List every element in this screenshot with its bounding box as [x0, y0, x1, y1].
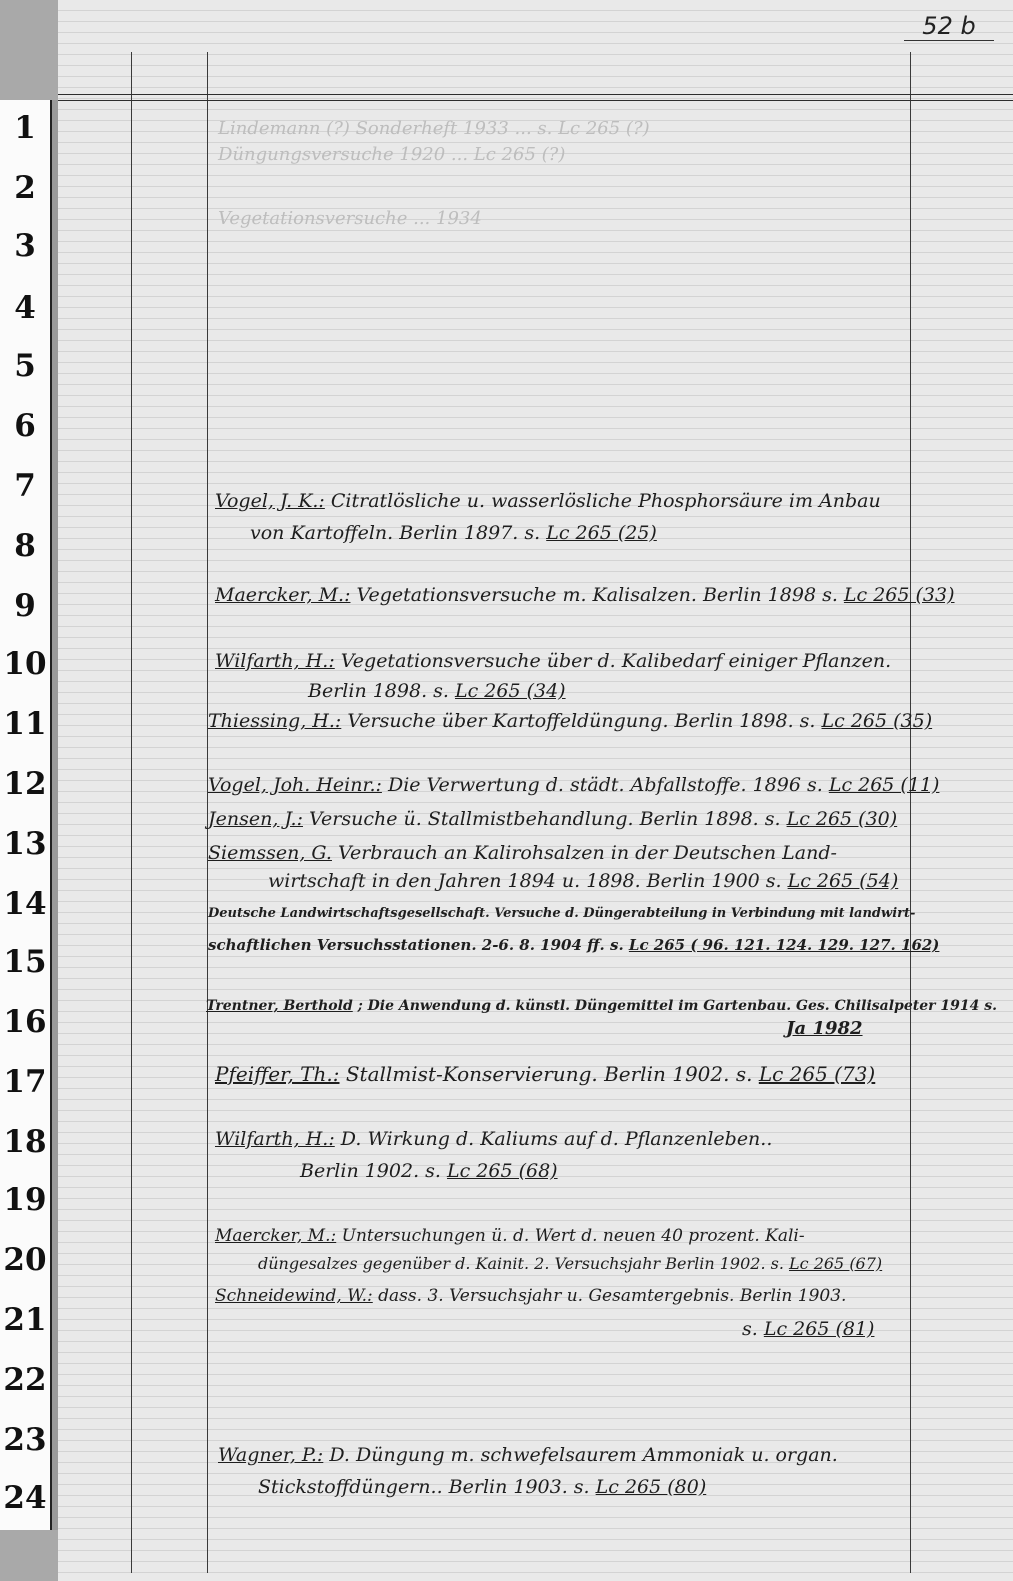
entry-text: Verbrauch an Kalirohsalzen in der Deutschen Land- — [331, 842, 837, 864]
entry-author: Wagner, P.: — [218, 1444, 324, 1466]
row-number: 8 — [14, 528, 36, 564]
entry-line — [206, 998, 997, 1014]
entry-author: Vogel, Joh. Heinr.: — [208, 774, 382, 796]
entry-line — [208, 936, 939, 954]
entry-text: Stallmist-Konservierung. Berlin 1902. s. — [339, 1062, 759, 1086]
faded-text: Vegetationsversuche ... 1934 — [218, 208, 482, 229]
entry-text: düngesalzes gegenüber d. Kainit. 2. Versuchsjahr Berlin 1902. s. — [258, 1254, 790, 1273]
row-number: 9 — [14, 588, 36, 624]
entry-line — [268, 870, 898, 892]
row-number: 3 — [14, 228, 36, 264]
entry-text: wirtschaft in den Jahren 1894 u. 1898. Berlin 1900 s. — [268, 870, 788, 892]
entry-text: Citratlösliche u. wasserlösliche Phosphorsäure im Anbau — [324, 490, 881, 512]
entry-text: Untersuchungen ü. d. Wert d. neuen 40 prozent. Kali- — [336, 1226, 805, 1246]
entry-text: von Kartoffeln. Berlin 1897. s. — [250, 522, 547, 544]
entry-line — [208, 808, 897, 830]
page-number: 52 b — [904, 12, 994, 41]
row-number: 14 — [3, 886, 47, 922]
column-rule — [910, 52, 911, 1573]
entry-author: Maercker, M.: — [215, 584, 351, 606]
row-number: 18 — [3, 1124, 47, 1160]
entry-author: Thiessing, H.: — [208, 710, 342, 732]
entry-text: D. Düngung m. schwefelsaurem Ammoniak u. organ. — [323, 1444, 838, 1466]
entry-line — [218, 1444, 838, 1466]
entry-text: Berlin 1898. s. — [308, 680, 455, 702]
entry-text: Die Verwertung d. städt. Abfallstoffe. 1896 s. — [381, 774, 829, 796]
entry-text: Versuche ü. Stallmistbehandlung. Berlin 1898. s. — [303, 808, 787, 830]
row-number-strip — [0, 100, 52, 1530]
row-number: 16 — [3, 1004, 47, 1040]
row-number: 10 — [3, 646, 47, 682]
scan-margin-top — [0, 0, 58, 100]
row-number: 5 — [14, 348, 36, 384]
entry-line — [208, 774, 939, 796]
entry-author: Jensen, J.: — [208, 808, 303, 830]
shelf-mark: Lc 265 (68) — [446, 1160, 558, 1182]
entry-author: Wilfarth, H.: — [215, 1128, 335, 1150]
scan-margin-bottom — [0, 1530, 58, 1581]
entry-line — [215, 1226, 805, 1246]
entry-text: Vegetationsversuche m. Kalisalzen. Berlin 1898 s. — [350, 584, 844, 606]
faded-text: Düngungsversuche 1920 ... Lc 265 (?) — [218, 144, 566, 165]
row-number: 4 — [14, 290, 36, 326]
shelf-mark: Lc 265 (34) — [454, 680, 566, 702]
entry-line — [258, 1254, 882, 1273]
entry-line — [258, 1476, 706, 1498]
header-rule — [58, 94, 1013, 95]
entry-author: Maercker, M.: — [215, 1226, 337, 1246]
entry-author: Vogel, J. K.: — [215, 490, 325, 512]
entry-line — [308, 680, 566, 702]
row-number: 19 — [3, 1182, 47, 1218]
row-number: 23 — [3, 1422, 47, 1458]
shelf-mark: Lc 265 (81) — [763, 1318, 875, 1340]
shelf-mark: Lc 265 (30) — [786, 808, 898, 830]
entry-author: Wilfarth, H.: — [215, 650, 335, 672]
shelf-mark: Lc 265 (25) — [546, 522, 657, 544]
entry-text: Stickstoffdüngern.. Berlin 1903. s. — [258, 1476, 596, 1498]
entry-text: dass. 3. Versuchsjahr u. Gesamtergebnis. Berlin 1903. — [372, 1286, 847, 1306]
entry-text: Vegetationsversuche über d. Kalibedarf einiger Pflanzen. — [334, 650, 892, 672]
row-number: 13 — [3, 826, 47, 862]
entry-line — [215, 1286, 846, 1306]
entry-text: D. Wirkung d. Kaliums auf d. Pflanzenleben.. — [334, 1128, 773, 1150]
entry-line — [208, 710, 932, 732]
entry-author: Pfeiffer, Th.: — [215, 1062, 340, 1086]
entry-line — [215, 650, 891, 672]
shelf-mark: Lc 265 (35) — [821, 710, 933, 732]
shelf-mark: Lc 265 (80) — [595, 1476, 707, 1498]
row-number: 2 — [14, 170, 36, 206]
entry-line — [215, 1062, 875, 1086]
entry-text: s. — [742, 1318, 764, 1340]
entry-text: ; Die Anwendung d. künstl. Düngemittel im Gartenbau. Ges. Chilisalpeter 1914 s. — [352, 998, 997, 1014]
row-number: 17 — [3, 1064, 47, 1100]
entry-line — [300, 1160, 558, 1182]
entry-line — [215, 1128, 772, 1150]
shelf-mark: Lc 265 (73) — [758, 1062, 876, 1086]
entry-line — [742, 1318, 874, 1340]
entry-text: schaftlichen Versuchsstationen. 2-6. 8. 1904 ff. s. — [208, 936, 629, 954]
entry-author: Deutsche Landwirtschaftsgesellschaft. — [208, 906, 490, 921]
shelf-mark: Lc 265 (11) — [828, 774, 940, 796]
column-rule — [131, 52, 132, 1573]
row-number: 6 — [14, 408, 36, 444]
entry-author: Trentner, Berthold — [206, 998, 353, 1014]
header-rule — [58, 100, 1013, 101]
row-number: 15 — [3, 944, 47, 980]
shelf-mark: Lc 265 (67) — [789, 1254, 883, 1273]
entry-line — [215, 584, 955, 606]
faded-text: Lindemann (?) Sonderheft 1933 ... s. Lc 265 (?) — [218, 118, 650, 139]
row-number: 21 — [3, 1302, 47, 1338]
row-number: 11 — [3, 706, 47, 742]
row-number: 22 — [3, 1362, 47, 1398]
entry-author: Schneidewind, W.: — [215, 1286, 373, 1306]
shelf-mark: Lc 265 (33) — [843, 584, 955, 606]
row-number: 1 — [14, 110, 36, 146]
shelf-mark: Lc 265 (54) — [787, 870, 899, 892]
entry-line — [250, 522, 657, 544]
entry-line — [786, 1018, 863, 1039]
entry-text: Berlin 1902. s. — [300, 1160, 447, 1182]
row-number: 12 — [3, 766, 47, 802]
ledger-sheet — [58, 0, 1013, 1581]
row-number: 24 — [3, 1480, 47, 1516]
shelf-mark: Lc 265 ( 96. 121. 124. 129. 127. 162) — [628, 936, 940, 954]
entry-author: Siemssen, G. — [208, 842, 332, 864]
entry-line — [208, 906, 915, 921]
entry-text: Versuche d. Düngerabteilung in Verbindung mit landwirt- — [489, 906, 916, 921]
row-number: 20 — [3, 1242, 47, 1278]
row-number: 7 — [14, 468, 36, 504]
entry-text: Versuche über Kartoffeldüngung. Berlin 1898. s. — [341, 710, 822, 732]
shelf-mark: Ja 1982 — [786, 1018, 863, 1039]
entry-line — [208, 842, 837, 864]
entry-line — [215, 490, 881, 512]
